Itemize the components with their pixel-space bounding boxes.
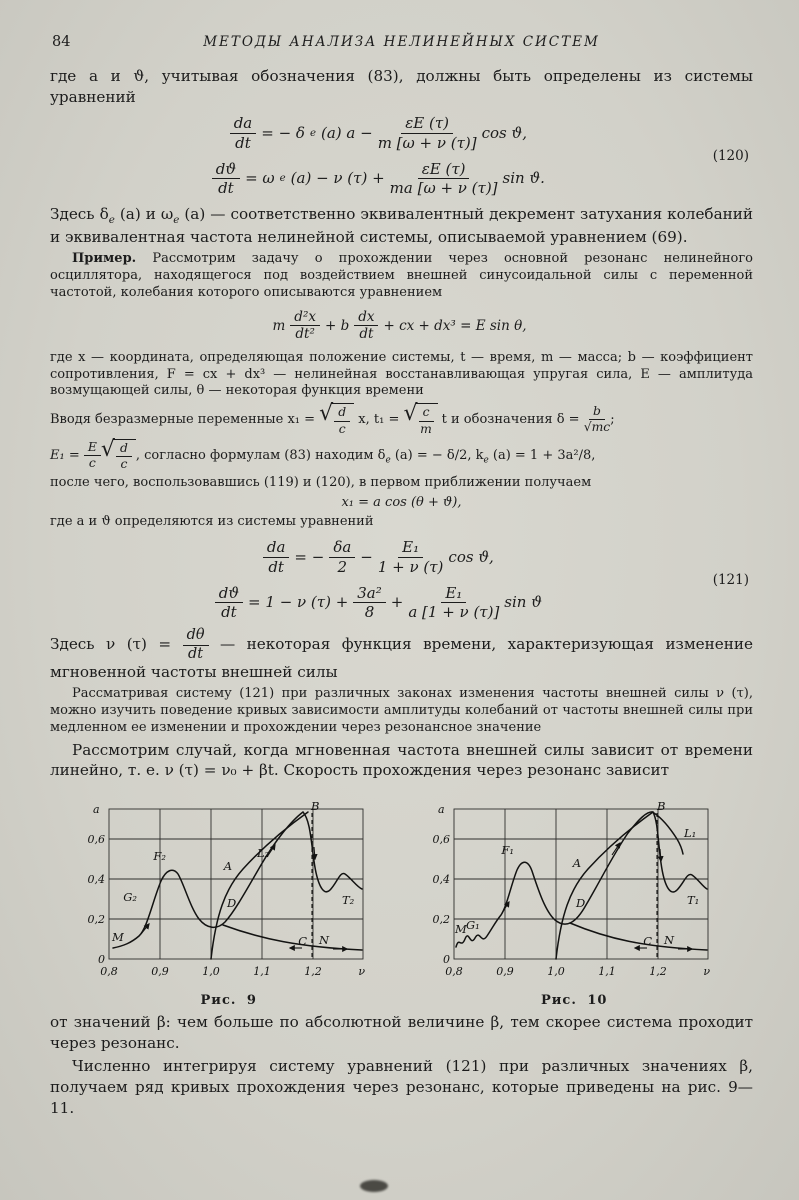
equation-120	[50, 115, 749, 196]
math-token: ma [ω + ν (τ)]	[389, 178, 498, 197]
fraction	[378, 539, 444, 574]
x-tick: 1,2	[304, 964, 322, 978]
text-run: ;	[610, 412, 615, 428]
fraction	[419, 406, 434, 436]
math-token: εE (τ)	[418, 161, 470, 179]
fraction	[390, 161, 498, 196]
math-token: = −	[294, 548, 325, 567]
math-token: sin ϑ	[504, 593, 542, 612]
equation-number-121: (121)	[712, 571, 749, 588]
point-label-G1: G₁	[466, 917, 481, 932]
point-label-T1: T₁	[687, 892, 700, 907]
math-token: sin ϑ.	[502, 169, 545, 188]
math-token: (a) a −	[320, 124, 373, 143]
text-run: E₁ =	[50, 447, 84, 463]
page-header	[50, 34, 753, 54]
point-label-G2: G₂	[122, 889, 137, 904]
y-axis-label: a	[438, 802, 445, 816]
equation-121-lines	[50, 539, 707, 620]
paragraph-dimensionless	[50, 400, 753, 436]
x-axis-label: ν	[358, 964, 365, 978]
math-token: dt	[218, 178, 234, 197]
x-tick: 0,8	[100, 964, 118, 978]
y-tick: 0	[97, 952, 105, 966]
point-label-L1: L₁	[684, 825, 697, 840]
fraction	[334, 406, 350, 436]
math-token: dx	[354, 310, 378, 327]
root-body	[113, 439, 136, 472]
point-label-C: C	[643, 933, 653, 948]
text-run: Здесь ν (τ) =	[50, 635, 183, 654]
fraction	[408, 585, 499, 620]
figure-9	[71, 797, 387, 1008]
math-token: cos ϑ,	[481, 124, 527, 143]
fraction	[290, 310, 320, 342]
text-run: — некоторая функция времени, характеризующая изменение мгновенной частоты внешней силы	[50, 635, 753, 682]
equation-x1: x₁ = a cos (θ + ϑ),	[341, 494, 462, 510]
equation-120-line-1	[230, 115, 527, 150]
point-label-F1: F₁	[501, 842, 515, 857]
math-token: = 1 − ν (τ) +	[248, 593, 349, 612]
point-label-D: D	[226, 895, 236, 910]
root-body	[416, 403, 438, 436]
math-token: (a) − ν (τ) +	[290, 169, 385, 188]
math-token: = ω	[245, 169, 275, 188]
scan-artifact	[360, 1180, 388, 1192]
fraction	[116, 442, 132, 472]
math-token: dϑ	[215, 585, 243, 603]
text-run: , согласно формулам (83) находим δ	[135, 447, 386, 463]
figure-10	[416, 797, 732, 1008]
y-tick: 0,4	[432, 872, 451, 886]
math-token: cos ϑ,	[448, 548, 494, 567]
point-label-N: N	[664, 932, 675, 947]
subscript: e	[279, 172, 286, 184]
equation-example-line	[272, 310, 526, 342]
subscript: e	[309, 127, 316, 139]
fraction	[215, 585, 243, 620]
paragraph-beta: от значений β: чем больше по абсолютной величине β, тем скорее система проходит через резонанс.	[50, 1012, 753, 1052]
math-token: = − δ	[261, 124, 305, 143]
math-token: b	[589, 405, 605, 420]
paragraph-after-119: после чего, воспользовавшись (119) и (120), в первом приближении получаем	[50, 474, 592, 490]
lower-branch-curve	[570, 923, 707, 950]
equation-number-120: (120)	[712, 147, 749, 164]
text-run: (a) — соответственно эквивалентный декремент затухания колебаний и эквивалентная частота нелинейной системы, описываемой уравнением (69).	[50, 205, 753, 247]
y-tick: 0	[443, 952, 451, 966]
paragraph-case-linear: Рассмотрим случай, когда мгновенная частота внешней силы зависит от времени линейно, т. е. ν (τ) = ν₀ + βt. Скорость прохождения через резонанс зависит	[50, 740, 753, 780]
fraction	[584, 405, 610, 435]
math-token: d	[334, 406, 350, 421]
fraction	[353, 585, 386, 620]
x-tick: 1,0	[202, 964, 220, 978]
example-lead: Пример.	[72, 250, 137, 266]
point-label-N: N	[318, 932, 329, 947]
y-tick: 0,2	[432, 912, 451, 926]
y-tick: 0,4	[87, 872, 105, 886]
text-run: Рассмотрим задачу о прохождении через основной резонанс нелинейного осциллятора, находящегося под воздействием внешней синусоидальной силы с переменной частотой, колебания которого описываются уравнением	[50, 250, 753, 300]
math-token: 1 + ν (τ)	[377, 557, 444, 576]
paragraph-consider: Рассматривая систему (121) при различных законах изменения частоты внешней силы ν (τ), можно изучить поведение кривых зависимости амплитуды колебаний от частоты внешней силы при медленном ее изменении и прохождении через резонансное значение	[50, 685, 753, 735]
y-axis-label: a	[92, 802, 100, 816]
math-token: da	[230, 115, 257, 133]
transient-curve	[113, 812, 362, 948]
fraction	[329, 539, 355, 574]
math-token: c	[88, 455, 96, 470]
text-run: (a) и ω	[114, 205, 174, 224]
math-token: a [1 + ν (τ)]	[408, 602, 500, 621]
x-axis-label: ν	[703, 964, 711, 978]
point-label-B: B	[310, 798, 320, 813]
lower-branch-curve	[223, 925, 362, 950]
fraction	[212, 161, 240, 196]
subscript: e	[108, 214, 115, 227]
resonance-plot-10	[416, 797, 732, 983]
point-label-F2: F₂	[153, 848, 166, 863]
axis-ticks	[433, 803, 711, 978]
transient-curve	[456, 812, 707, 947]
equation-121	[50, 539, 749, 620]
equation-121-line-2	[215, 585, 542, 620]
math-token: c	[338, 421, 346, 436]
math-token: δa	[329, 539, 355, 557]
square-root	[403, 400, 437, 436]
subscript: e	[385, 455, 391, 466]
x-tick: 0,9	[496, 964, 514, 978]
math-token: εE (τ)	[401, 115, 453, 133]
point-label-T2: T₂	[341, 892, 355, 907]
point-label-A: A	[572, 855, 582, 870]
fraction	[230, 115, 257, 150]
point-label-M: M	[455, 921, 468, 936]
x-tick: 1,1	[598, 964, 616, 978]
math-token: √mc	[583, 420, 611, 435]
radical-icon: √	[319, 400, 334, 427]
point-label-M: M	[111, 929, 124, 944]
math-token: c	[120, 457, 128, 472]
math-token: d²x	[290, 310, 320, 327]
math-token: 2	[337, 557, 348, 576]
square-root	[100, 436, 136, 472]
equation-120-lines	[50, 115, 707, 196]
math-token: dϑ	[212, 161, 240, 179]
math-token: +	[390, 593, 404, 612]
paragraph-after-120	[50, 204, 753, 248]
math-token: dt	[268, 557, 284, 576]
text-run: (a) = − δ/2, k	[390, 447, 484, 463]
math-token: −	[360, 548, 373, 567]
y-tick: 0,6	[87, 832, 105, 846]
equation-121-line-1	[263, 539, 494, 574]
math-token: + b	[324, 317, 350, 334]
math-token: 8	[364, 602, 375, 621]
paragraph-e1	[50, 436, 753, 472]
paragraph-system: где a и ϑ определяются из системы уравнений	[50, 514, 374, 530]
paragraph-where-x: где x — координата, определяющая положение системы, t — время, m — масса; b — коэффициент сопротивления, F = cx + dx³ — нелинейная восстанавливающая упругая сила, E — амплитуда возмущающей силы, θ — некоторая функция времени	[50, 349, 753, 399]
fraction	[84, 441, 101, 471]
x-tick: 1,0	[547, 964, 565, 978]
root-body	[331, 403, 354, 436]
math-token: d	[116, 442, 132, 457]
text-run: x, t₁ =	[354, 412, 404, 428]
point-label-A: A	[223, 858, 232, 873]
paragraph-numeric: Численно интегрируя систему уравнений (121) при различных значениях β, получаем ряд кривых прохождения через резонанс, которые приведены на рис. 9—11.	[50, 1057, 753, 1117]
paragraph-example	[50, 251, 753, 302]
equation-example-lines	[50, 310, 749, 342]
math-token: dt²	[295, 326, 315, 343]
equation-example	[50, 310, 749, 342]
math-token: 3a²	[353, 585, 386, 603]
page-number: 84	[52, 34, 71, 50]
math-token: m [ω + ν (τ)]	[377, 133, 477, 152]
math-token: dt	[235, 133, 251, 152]
math-token: E₁	[441, 585, 466, 603]
square-root	[319, 400, 354, 436]
point-label-L2: L₂	[256, 845, 269, 860]
x-tick: 0,8	[445, 964, 463, 978]
fraction	[263, 539, 290, 574]
point-label-B: B	[657, 798, 666, 813]
text-run: (a) = 1 + 3a²/8,	[488, 447, 596, 463]
math-token: E	[84, 441, 101, 456]
figure-caption-9: Рис. 9	[200, 992, 257, 1008]
running-title: МЕТОДЫ АНАЛИЗА НЕЛИНЕЙНЫХ СИСТЕМ	[203, 34, 600, 50]
text-run: Здесь δ	[50, 205, 109, 224]
backbone-curve	[556, 812, 653, 959]
figures-row	[56, 797, 747, 1008]
x-tick: 0,9	[151, 964, 169, 978]
equation-120-line-2	[212, 161, 545, 196]
y-tick: 0,2	[87, 912, 105, 926]
point-label-C: C	[297, 933, 307, 948]
math-token: + cx + dx³ = E sin θ,	[383, 317, 527, 334]
figure-caption-10: Рис. 10	[541, 992, 608, 1008]
text-run: t и обозначения δ =	[437, 412, 584, 428]
fraction	[354, 310, 378, 342]
paragraph-nu	[50, 628, 753, 683]
text-run: Вводя безразмерные переменные x₁ =	[50, 412, 320, 428]
math-token: m	[420, 421, 432, 436]
math-token: dt	[359, 326, 374, 343]
paragraph-intro: где a и ϑ, учитывая обозначения (83), должны быть определены из системы уравнений	[50, 67, 753, 106]
fraction	[378, 115, 477, 150]
point-label-D: D	[576, 895, 586, 910]
resonance-plot-9	[71, 797, 387, 983]
math-token: E₁	[398, 539, 423, 557]
radical-icon: √	[100, 436, 115, 463]
math-token: m	[272, 317, 286, 334]
radical-icon: √	[403, 400, 418, 427]
y-tick: 0,6	[432, 832, 451, 846]
math-token: dθ	[183, 628, 209, 646]
math-token: c	[419, 406, 434, 421]
subscript: e	[173, 214, 180, 227]
math-token: da	[263, 539, 290, 557]
math-token: dt	[221, 602, 237, 621]
math-token: dt	[188, 645, 204, 662]
x-tick: 1,1	[253, 964, 271, 978]
x-tick: 1,2	[649, 964, 667, 978]
fraction	[183, 628, 209, 662]
subscript: e	[483, 455, 489, 466]
